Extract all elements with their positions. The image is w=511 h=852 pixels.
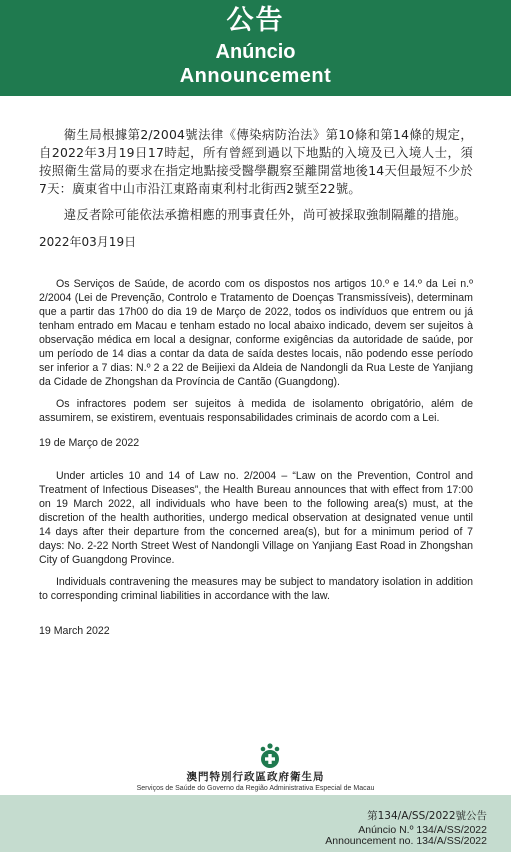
- title-english: Announcement: [179, 65, 332, 87]
- en-paragraph-1: Under articles 10 and 14 of Law no. 2/2004 – “Law on the Prevention, Control and Treatment of Infectious Diseases”, the Health Bureau announces that with effect from 17:00 on 19 March 2022, all individuals who have been to the following area(s) must, at the discretion of the health authorities, undergo medical observation at designated venue until 14 days after their departure from the concerned area(s), but for a minimum period of 7 days: No. 2-22 North Street West of Nandongli Village on Yanjiang East Road in Zhongshan City of Guangdong Province.: [39, 470, 473, 566]
- en-paragraph-2: Individuals contravening the measures may be subject to mandatory isolation in addition to corresponding criminal liabilities in accordance with the law.: [39, 576, 473, 602]
- zh-paragraph-1: 衛生局根據第2/2004號法律《傳染病防治法》第10條和第14條的規定，自2022年3月19日17時起，所有曾經到過以下地點的入境及已入境人士，須按照衛生當局的要求在指定地點接受醫學觀察至離開當地後14天但最短不少於7天：廣東省中山市沿江東路南東利村北街西2號至22號。: [39, 127, 473, 196]
- announcement-body: [39, 126, 473, 638]
- zh-date: 2022年03月19日: [39, 235, 137, 249]
- en-date: 19 March 2022: [39, 625, 110, 637]
- pt-date: 19 de Março de 2022: [39, 437, 140, 449]
- reference-number-chinese: 第134/A/SS/2022號公告: [367, 810, 487, 822]
- reference-number-portuguese: Anúncio N.º 134/A/SS/2022: [358, 824, 487, 836]
- title-chinese: 公告: [226, 5, 285, 36]
- title-portuguese: Anúncio: [215, 41, 296, 63]
- organization-name-portuguese: Serviços de Saúde do Governo da Região Administrativa Especial de Macau: [136, 785, 375, 792]
- reference-footer: [0, 795, 511, 852]
- pt-paragraph-2: Os infractores podem ser sujeitos à medida de isolamento obrigatório, além de assumirem, se existirem, eventuais responsabilidades criminais de acordo com a Lei.: [39, 398, 473, 424]
- pt-paragraph-1: Os Serviços de Saúde, de acordo com os dispostos nos artigos 10.º e 14.º da Lei n.º 2/2004 (Lei de Prevenção, Controlo e Tratamento de Doenças Transmissíveis), determinam que a partir das 17h00 do dia 19 de Março de 2022, todos os indivíduos que entrem ou já tenham entrado em Macau e tenham estado no local abaixo indicado, devem ser sujeitos à observação médica em local a designar, conforme exigências da autoridade de saúde, por um período de 14 dias a contar da data de saída destes locais, não podendo esse período ser inferior a 7 dias: N.º 2 a 22 de Beijiexi da Aldeia de Nandongli da Rua Leste de Yanjiang da Cidade de Zhongshan da Província de Cantão (Guangdong).: [39, 278, 473, 388]
- health-bureau-logo-icon: [258, 742, 282, 770]
- announcement-header: [0, 0, 511, 96]
- organization-name-chinese: 澳門特別行政區政府衛生局: [186, 771, 325, 783]
- reference-number-english: Announcement no. 134/A/SS/2022: [325, 835, 487, 847]
- zh-paragraph-2: 違反者除可能依法承擔相應的刑事責任外，尚可被採取強制隔離的措施。: [63, 207, 467, 222]
